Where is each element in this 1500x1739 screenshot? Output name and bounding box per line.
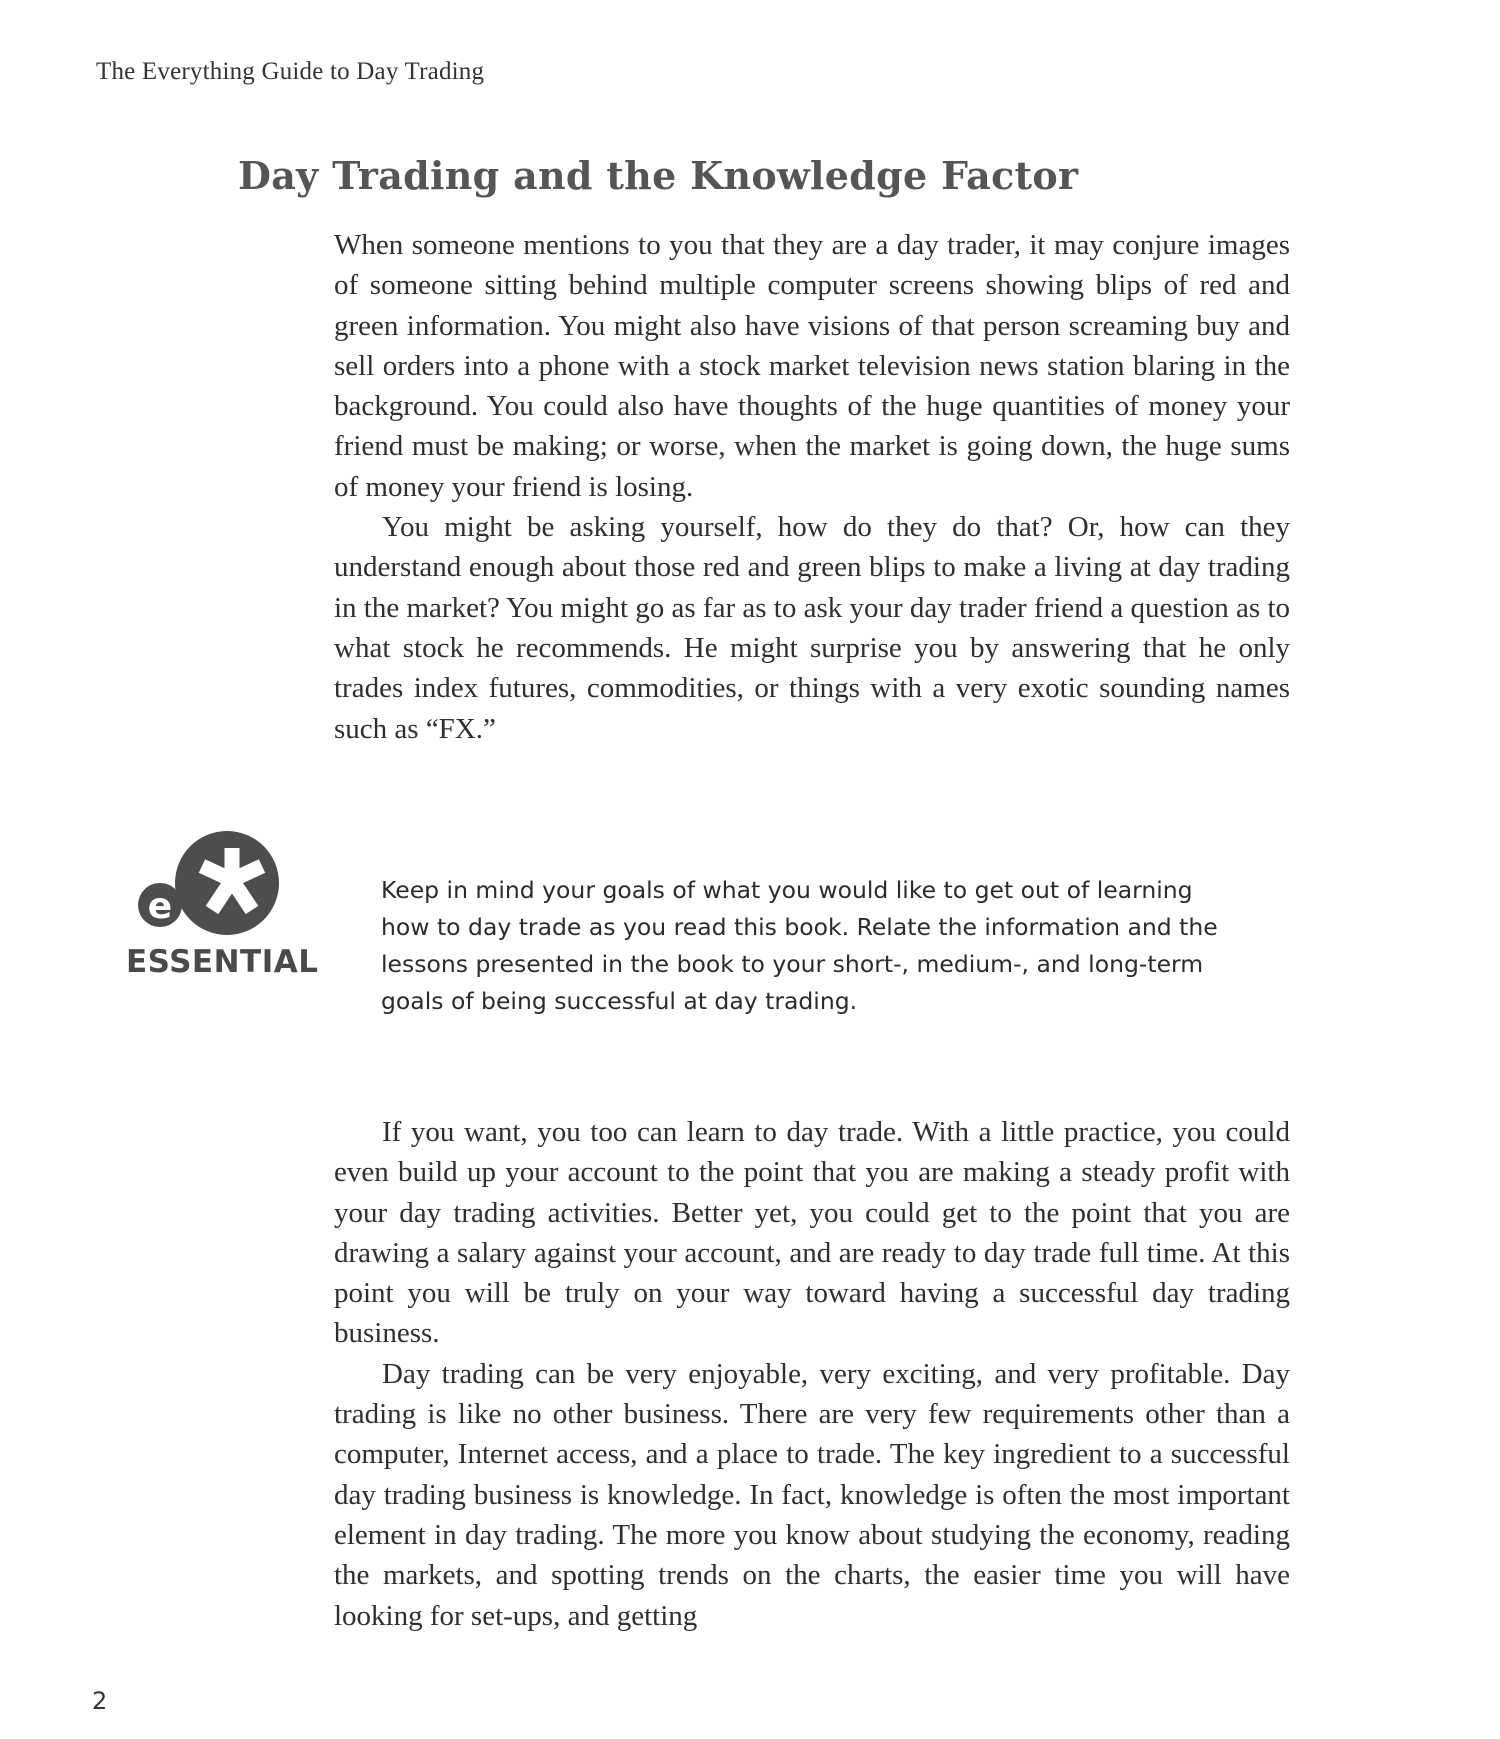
- paragraph-1: When someone mentions to you that they are a day trader, it may conjure images of someone sitting behind multiple computer screens showing blips of red and green information. You might also have visions of that person screaming buy and sell orders into a phone with a stock market television news station blaring in the background. You could also have thoughts of the huge quantities of money your friend must be making; or worse, when the market is going down, the huge sums of money your friend is losing.: [334, 229, 1290, 503]
- running-head: The Everything Guide to Day Trading: [96, 58, 485, 85]
- body-text-top: [334, 225, 1290, 749]
- essential-label: ESSENTIAL: [126, 944, 319, 980]
- section-title: Day Trading and the Knowledge Factor: [238, 153, 1079, 198]
- essential-note-text: Keep in mind your goals of what you would like to get out of learning how to day trade as you read this book. Relate the information and the lessons presented in the book to your short-, medium-, and long-term goals of being successful at day trading.: [381, 876, 1218, 1015]
- paragraph-4: Day trading can be very enjoyable, very exciting, and very profitable. Day trading is like no other business. There are very few requirements other than a computer, Internet access, and a place to trade. The key ingredient to a successful day trading business is knowledge. In fact, knowledge is often the most important element in day trading. The more you know about studying the economy, reading the markets, and spotting trends on the charts, the easier time you will have looking for set-ups, and getting: [334, 1357, 1290, 1632]
- page-number: 2: [92, 1687, 108, 1715]
- svg-text:e: e: [147, 886, 173, 927]
- body-text-bottom: [334, 1112, 1290, 1636]
- essential-asterisk-icon: [136, 830, 286, 940]
- paragraph-2: You might be asking yourself, how do they do that? Or, how can they understand enough about those red and green blips to make a living at day trading in the market? You might go as far as to ask your day trader friend a question as to what stock he recommends. He might surprise you by answering that he only trades index futures, commodities, or things with a very exotic sounding names such as “FX.”: [334, 511, 1290, 745]
- paragraph-3: If you want, you too can learn to day trade. With a little practice, you could even build up your account to the point that you are making a steady profit with your day trading activities. Better yet, you could get to the point that you are drawing a salary against your account, and are ready to day trade full time. At this point you will be truly on your way toward having a successful day trading business.: [334, 1116, 1290, 1350]
